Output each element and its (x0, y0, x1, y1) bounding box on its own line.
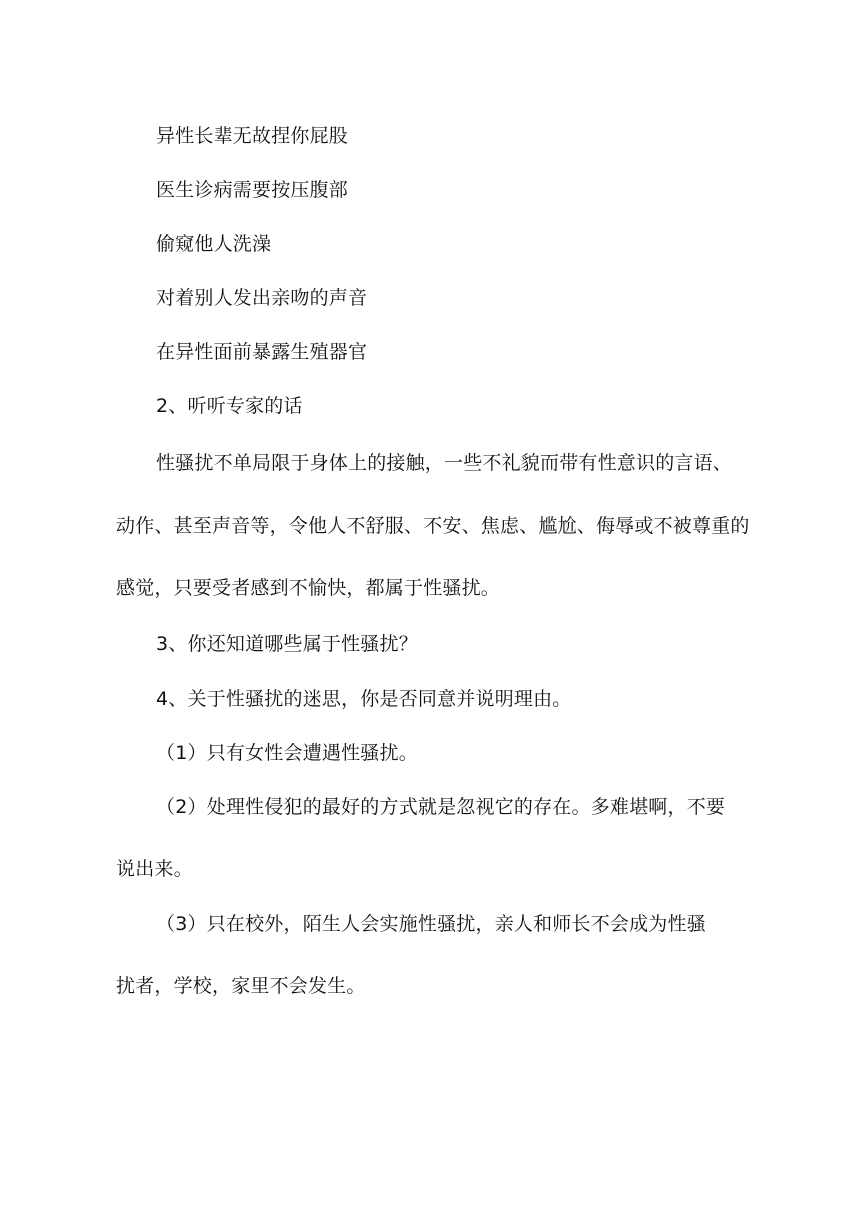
list-item: 在异性面前暴露生殖器官 (156, 341, 368, 363)
paragraph-line: 性骚扰不单局限于身体上的接触，一些不礼貌而带有性意识的言语、 (156, 452, 733, 474)
paragraph-line: 动作、甚至声音等，令他人不舒服、不安、焦虑、尴尬、侮辱或不被尊重的 (116, 515, 750, 537)
list-item: 对着别人发出亲吻的声音 (156, 287, 368, 309)
paragraph-line: 感觉，只要受者感到不愉快，都属于性骚扰。 (116, 577, 501, 599)
section-heading: 3、你还知道哪些属于性骚扰？ (156, 633, 418, 655)
list-item: 异性长辈无故捏你屁股 (156, 125, 349, 147)
paragraph-line: 扰者，学校，家里不会发生。 (116, 975, 366, 997)
section-heading: 2、听听专家的话 (156, 395, 303, 417)
list-item: （3）只在校外，陌生人会实施性骚扰，亲人和师长不会成为性骚 (156, 913, 706, 935)
list-item: 偷窥他人洗澡 (156, 233, 272, 255)
section-heading: 4、关于性骚扰的迷思，你是否同意并说明理由。 (156, 688, 572, 710)
list-item: （2）处理性侵犯的最好的方式就是忽视它的存在。多难堪啊，不要 (156, 796, 726, 818)
paragraph-line: 说出来。 (116, 858, 193, 880)
list-item: 医生诊病需要按压腹部 (156, 179, 349, 201)
list-item: （1）只有女性会遭遇性骚扰。 (156, 742, 418, 764)
